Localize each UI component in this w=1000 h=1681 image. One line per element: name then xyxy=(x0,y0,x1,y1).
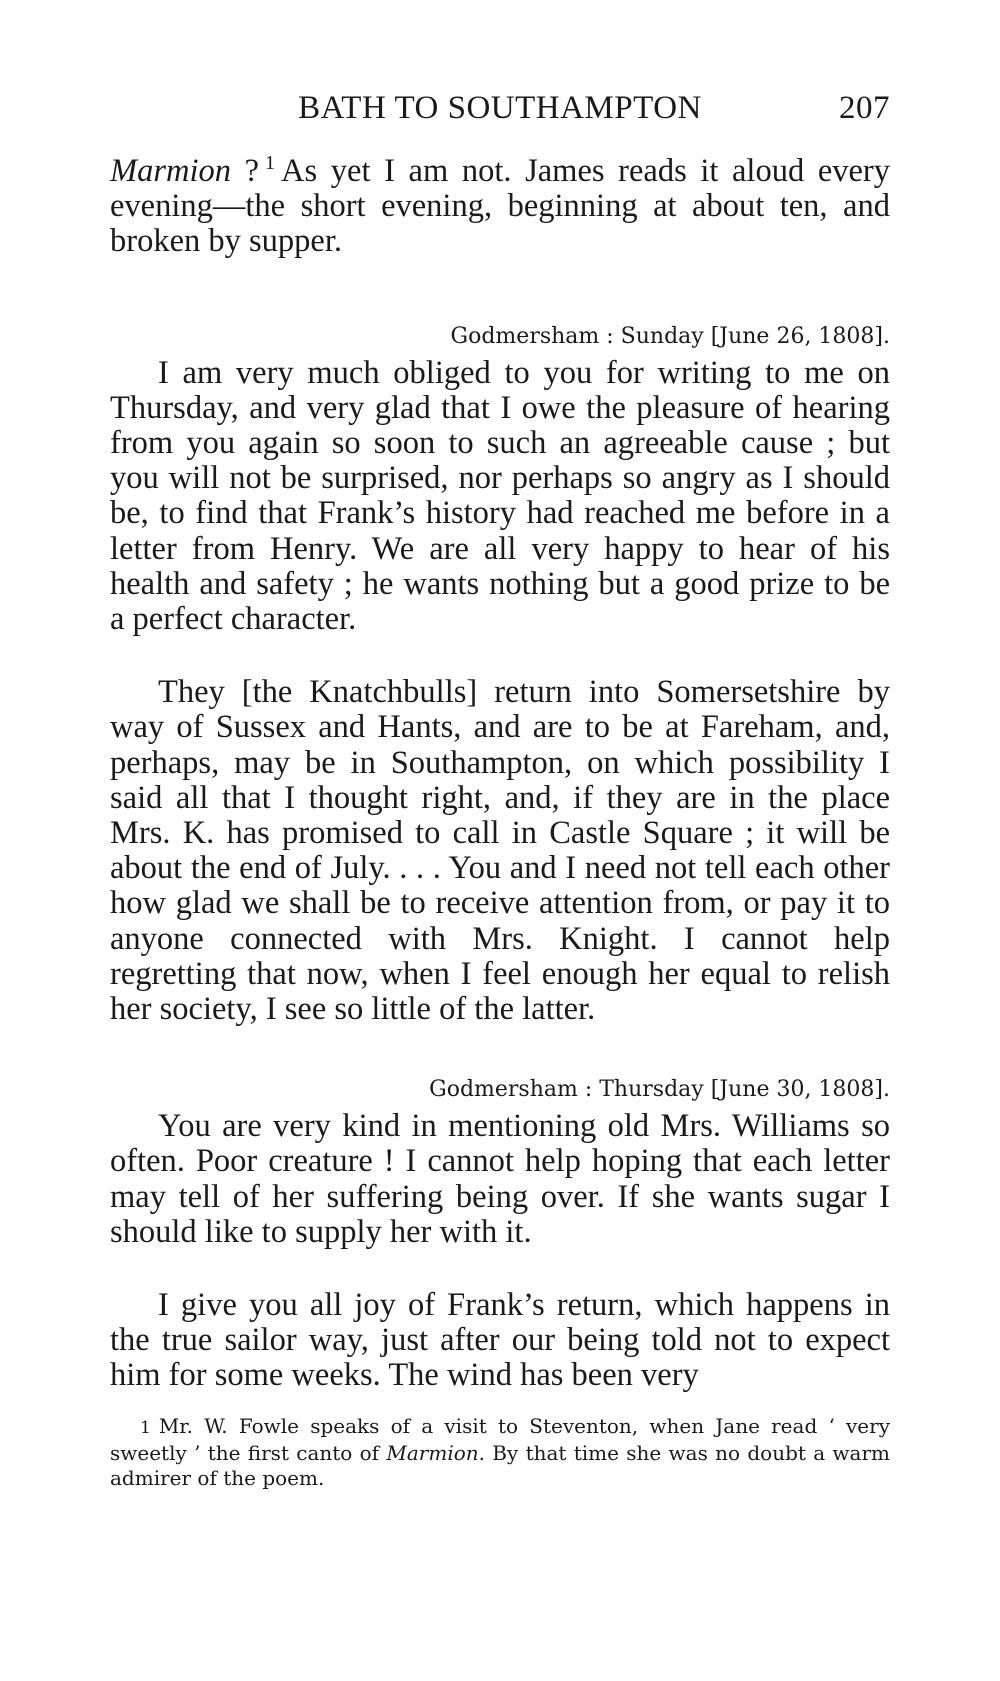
letter-paragraph: You are very kind in mentioning old Mrs. Williams so often. Poor creature ! I cannot help hoping that each letter may tell of her suffering being over. If she wants sugar I should like to supply her with it. xyxy=(110,1108,890,1250)
footnote-italic-title: Marmion. xyxy=(386,1440,485,1465)
opening-text: As yet I am not. James reads it aloud every evening—the short evening, beginning at about ten, and broken by supper. xyxy=(110,153,890,260)
running-head xyxy=(110,90,890,140)
letter-paragraph: I give you all joy of Frank’s return, which happens in the true sailor way, just after our being told not to expect him for some weeks. The wind has been very xyxy=(110,1287,890,1394)
opening-paragraph xyxy=(110,154,890,260)
letter-june-26 xyxy=(110,322,890,1028)
footnote-text: Mr. W. Fowle speaks of a visit to Steventon, when Jane read ‘ very sweetly ’ the first canto of xyxy=(110,1413,890,1465)
question-mark: ? xyxy=(230,153,260,189)
footnote-reference: 1 xyxy=(265,152,276,175)
footnote xyxy=(110,1414,890,1491)
letter-june-30 xyxy=(110,1075,890,1393)
letter-paragraph: They [the Knatchbulls] return into Somersetshire by way of Sussex and Hants, and are to be at Fareham, and, perhaps, may be in Southampton, on which possibility I said all that I thought right, and, if they are in the place Mrs. K. has promised to call in Castle Square ; it will be about the end of July. . . . You and I need not tell each other how glad we shall be to receive attention from, or pay it to anyone connected with Mrs. Knight. I cannot help regretting that now, when I feel enough her equal to relish her society, I see so little of the latter. xyxy=(110,674,890,1028)
work-title-italic: Marmion xyxy=(110,153,231,189)
book-page xyxy=(110,90,890,1491)
letter-dateline: Godmersham : Sunday [June 26, 1808]. xyxy=(450,323,890,349)
letter-paragraph: I am very much obliged to you for writing to me on Thursday, and very glad that I owe the pleasure of hearing from you again so soon to such an agreeable cause ; but you will not be surprised, nor perhaps so angry as I should be, to find that Frank’s history had reached me before in a letter from Henry. We are all very happy to hear of his health and safety ; he wants nothing but a good prize to be a perfect character. xyxy=(110,354,890,638)
page-number: 207 xyxy=(839,90,890,126)
footnote-text-end: By that time she was no doubt a warm admirer of the poem. xyxy=(110,1440,891,1490)
running-title: BATH TO SOUTHAMPTON xyxy=(298,90,702,126)
letter-dateline: Godmersham : Thursday [June 30, 1808]. xyxy=(429,1077,890,1103)
footnote-number: 1 xyxy=(140,1417,151,1438)
